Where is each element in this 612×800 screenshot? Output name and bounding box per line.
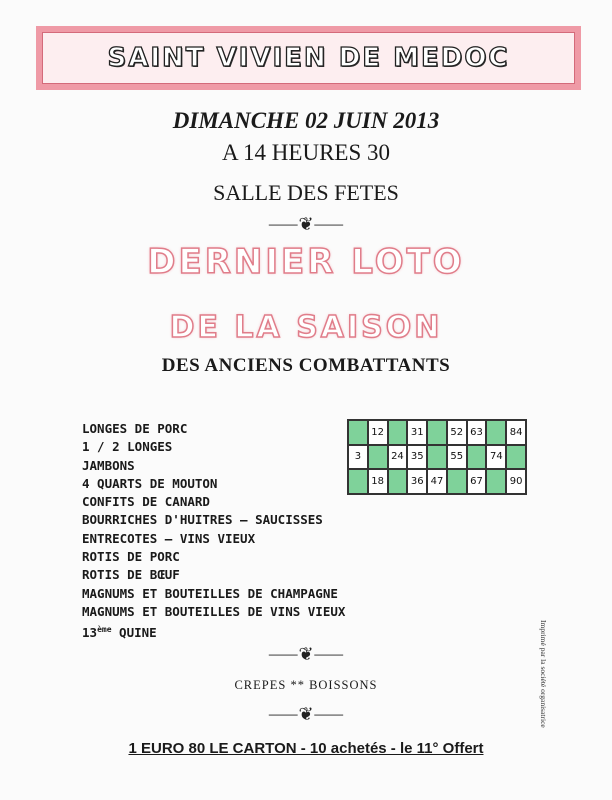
event-venue: SALLE DES FETES (213, 180, 399, 205)
card-cell-empty (388, 420, 408, 445)
card-cell-number: 84 (506, 420, 526, 445)
card-cell-empty (447, 469, 467, 494)
card-cell-number: 55 (447, 445, 467, 470)
prize-item: ROTIS DE BŒUF (82, 567, 180, 583)
card-cell-number: 3 (348, 445, 368, 470)
card-cell-number: 24 (388, 445, 408, 470)
card-cell-empty (486, 469, 506, 494)
quine-label: QUINE (111, 625, 157, 641)
prize-item: ENTRECOTES – VINS VIEUX (82, 530, 256, 546)
card-cell-empty (506, 445, 526, 470)
title-banner-inner (42, 32, 575, 84)
card-cell-empty (467, 445, 487, 470)
prize-item: 4 QUARTS DE MOUTON (82, 475, 218, 491)
quine-suffix: ème (97, 625, 112, 635)
town-title: SAINT VIVIEN DE MEDOC (107, 43, 510, 73)
card-cell-empty (348, 469, 368, 494)
prize-list (82, 420, 345, 643)
card-cell-empty (427, 445, 447, 470)
card-cell-number: 74 (486, 445, 506, 470)
title-banner (36, 26, 581, 90)
ornament-divider: ⸺❦⸺ (268, 214, 344, 234)
card-cell-number: 18 (368, 469, 388, 494)
card-cell-number: 90 (506, 469, 526, 494)
card-cell-empty (348, 420, 368, 445)
card-cell-empty (427, 420, 447, 445)
prize-item: ROTIS DE PORC (82, 549, 180, 565)
prize-item: MAGNUMS ET BOUTEILLES DE VINS VIEUX (82, 603, 346, 619)
card-cell-empty (486, 420, 506, 445)
prize-item: 1 / 2 LONGES (82, 439, 173, 455)
card-cell-empty (388, 469, 408, 494)
card-cell-number: 52 (447, 420, 467, 445)
card-cell-number: 67 (467, 469, 487, 494)
prize-item: JAMBONS (82, 457, 135, 473)
organizer: DES ANCIENS COMBATTANTS (161, 355, 451, 376)
card-cell-number: 36 (407, 469, 427, 494)
headline-line1: DERNIER LOTO (147, 242, 465, 282)
ornament-divider: ⸺❦⸺ (268, 704, 344, 724)
prize-item: MAGNUMS ET BOUTEILLES DE CHAMPAGNE (82, 585, 338, 601)
extras-line: CREPES ** BOISSONS (234, 678, 378, 692)
imprint-note: Imprimé par la société organisatrice (539, 620, 548, 728)
prize-item: BOURRICHES D'HUITRES – SAUCISSES (82, 512, 323, 528)
ornament-divider: ⸺❦⸺ (268, 644, 344, 664)
prize-item: CONFITS DE CANARD (82, 494, 210, 510)
card-cell-number: 35 (407, 445, 427, 470)
card-cell-number: 63 (467, 420, 487, 445)
headline-line2: DE LA SAISON (169, 310, 443, 345)
event-time: A 14 HEURES 30 (221, 140, 391, 165)
event-date: DIMANCHE 02 JUIN 2013 (172, 108, 440, 133)
price-line: 1 EURO 80 LE CARTON - 10 achetés - le 11° Offert (128, 740, 484, 757)
loto-card (347, 419, 527, 495)
quine-number: 13 (82, 625, 98, 641)
card-cell-number: 31 (407, 420, 427, 445)
card-cell-number: 47 (427, 469, 447, 494)
card-cell-number: 12 (368, 420, 388, 445)
prize-item: LONGES DE PORC (82, 421, 188, 436)
card-cell-empty (368, 445, 388, 470)
